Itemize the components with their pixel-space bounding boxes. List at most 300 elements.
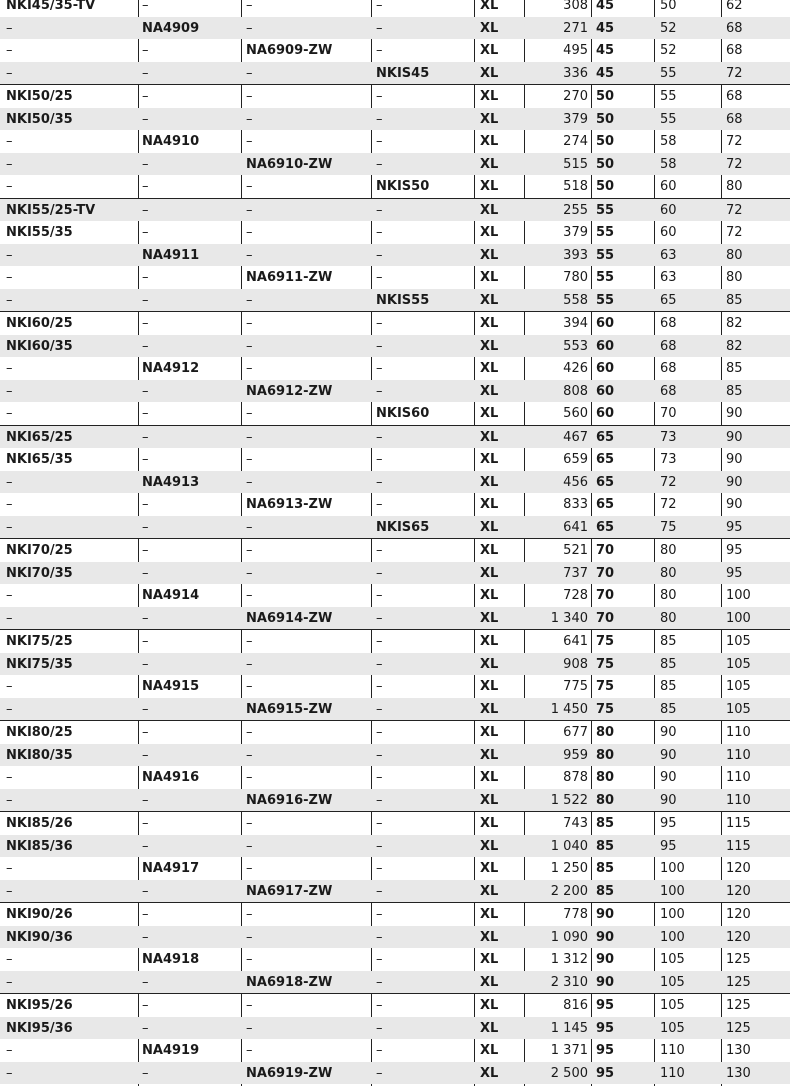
- designation-na69-cell: –: [246, 656, 253, 672]
- table-row: [0, 971, 790, 994]
- designation-na69-cell: –: [246, 679, 253, 694]
- designation-nki-cell: –: [6, 1043, 13, 1058]
- table-row: [0, 880, 790, 903]
- designation-nki-cell: –: [6, 519, 13, 535]
- mass-value-cell: 780: [563, 270, 588, 285]
- outer-diameter-cell: 68: [726, 20, 743, 36]
- designation-na69-cell: –: [246, 0, 253, 13]
- cage-suffix-cell: XL: [480, 247, 499, 263]
- mass-value-cell: 728: [563, 588, 588, 603]
- mass-value-cell: 1 145: [550, 1020, 588, 1036]
- outer-diameter-cell: 100: [726, 610, 751, 626]
- bore-diameter-cell: 55: [596, 270, 615, 285]
- raceway-diameter-cell: 73: [660, 452, 677, 467]
- designation-nkis-cell: –: [376, 770, 383, 785]
- mass-value-cell: 1 312: [550, 952, 588, 967]
- table-row: [0, 902, 790, 926]
- table-row: [0, 380, 790, 403]
- table-row: [0, 1039, 790, 1062]
- designation-nkis-cell: –: [376, 225, 383, 240]
- raceway-diameter-cell: 68: [660, 316, 677, 331]
- mass-value-cell: 2 500: [550, 1065, 588, 1081]
- mass-value-cell: 274: [563, 134, 588, 149]
- designation-na69-cell: –: [246, 952, 253, 967]
- raceway-diameter-cell: 80: [660, 543, 677, 558]
- designation-na49-cell: NA4916: [142, 770, 200, 785]
- outer-diameter-cell: 95: [726, 565, 743, 581]
- raceway-diameter-cell: 75: [660, 519, 677, 535]
- designation-na69-cell: NA6916-ZW: [246, 792, 333, 808]
- mass-value-cell: 641: [563, 634, 588, 649]
- designation-na49-cell: NA4919: [142, 1043, 200, 1058]
- raceway-diameter-cell: 52: [660, 20, 677, 36]
- designation-nkis-cell: NKIS55: [376, 292, 430, 308]
- cage-suffix-cell: XL: [480, 134, 499, 149]
- designation-na49-cell: –: [142, 565, 149, 581]
- designation-nkis-cell: –: [376, 0, 383, 13]
- outer-diameter-cell: 120: [726, 861, 751, 876]
- mass-value-cell: 1 450: [550, 701, 588, 717]
- table-row: [0, 1017, 790, 1040]
- designation-nki-cell: –: [6, 610, 13, 626]
- outer-diameter-cell: 68: [726, 111, 743, 127]
- raceway-diameter-cell: 85: [660, 656, 677, 672]
- designation-na49-cell: –: [142, 89, 149, 104]
- bore-diameter-cell: 75: [596, 701, 615, 717]
- designation-nkis-cell: –: [376, 725, 383, 740]
- bore-diameter-cell: 60: [596, 406, 615, 421]
- mass-value-cell: 379: [563, 111, 588, 127]
- bore-diameter-cell: 65: [596, 519, 615, 535]
- designation-na69-cell: NA6913-ZW: [246, 497, 333, 512]
- mass-value-cell: 659: [563, 452, 588, 467]
- table-row: [0, 789, 790, 812]
- bore-diameter-cell: 55: [596, 247, 615, 263]
- designation-na49-cell: NA4913: [142, 474, 200, 490]
- mass-value-cell: 553: [563, 338, 588, 354]
- mass-value-cell: 641: [563, 519, 588, 535]
- cage-suffix-cell: XL: [480, 292, 499, 308]
- mass-value-cell: 2 200: [550, 883, 588, 899]
- mass-value-cell: 426: [563, 361, 588, 376]
- mass-value-cell: 558: [563, 292, 588, 308]
- designation-na49-cell: –: [142, 292, 149, 308]
- table-row: [0, 584, 790, 607]
- table-row: [0, 289, 790, 312]
- cage-suffix-cell: XL: [480, 747, 499, 763]
- raceway-diameter-cell: 52: [660, 43, 677, 58]
- designation-nki-cell: –: [6, 156, 13, 172]
- cage-suffix-cell: XL: [480, 202, 499, 218]
- table-row: [0, 84, 790, 108]
- designation-nki-cell: NKI55/35: [6, 225, 73, 240]
- designation-na49-cell: –: [142, 816, 149, 831]
- designation-na49-cell: –: [142, 452, 149, 467]
- designation-nki-cell: NKI50/35: [6, 111, 73, 127]
- designation-na49-cell: –: [142, 270, 149, 285]
- designation-na69-cell: –: [246, 1043, 253, 1058]
- designation-na49-cell: –: [142, 429, 149, 445]
- table-row: [0, 1062, 790, 1085]
- cage-suffix-cell: XL: [480, 952, 499, 967]
- mass-value-cell: 270: [563, 89, 588, 104]
- raceway-diameter-cell: 80: [660, 565, 677, 581]
- bore-diameter-cell: 45: [596, 0, 615, 13]
- designation-na49-cell: –: [142, 202, 149, 218]
- cage-suffix-cell: XL: [480, 679, 499, 694]
- designation-na69-cell: –: [246, 998, 253, 1013]
- mass-value-cell: 1 040: [550, 838, 588, 854]
- mass-value-cell: 518: [563, 179, 588, 194]
- cage-suffix-cell: XL: [480, 225, 499, 240]
- designation-na69-cell: –: [246, 429, 253, 445]
- bore-diameter-cell: 75: [596, 656, 615, 672]
- outer-diameter-cell: 100: [726, 588, 751, 603]
- outer-diameter-cell: 72: [726, 225, 743, 240]
- raceway-diameter-cell: 105: [660, 974, 685, 990]
- designation-na49-cell: –: [142, 519, 149, 535]
- outer-diameter-cell: 130: [726, 1065, 751, 1081]
- designation-na49-cell: NA4917: [142, 861, 200, 876]
- outer-diameter-cell: 120: [726, 929, 751, 945]
- raceway-diameter-cell: 63: [660, 270, 677, 285]
- mass-value-cell: 816: [563, 998, 588, 1013]
- mass-value-cell: 521: [563, 543, 588, 558]
- designation-na69-cell: –: [246, 474, 253, 490]
- designation-na69-cell: –: [246, 202, 253, 218]
- mass-value-cell: 271: [563, 20, 588, 36]
- designation-na49-cell: –: [142, 1020, 149, 1036]
- bore-diameter-cell: 90: [596, 929, 615, 945]
- designation-nkis-cell: –: [376, 861, 383, 876]
- bore-diameter-cell: 45: [596, 65, 615, 81]
- outer-diameter-cell: 80: [726, 179, 743, 194]
- cage-suffix-cell: XL: [480, 338, 499, 354]
- designation-nki-cell: NKI85/26: [6, 816, 73, 831]
- designation-na49-cell: NA4909: [142, 20, 200, 36]
- cage-suffix-cell: XL: [480, 998, 499, 1013]
- bore-diameter-cell: 60: [596, 338, 615, 354]
- designation-nki-cell: NKI65/35: [6, 452, 73, 467]
- cage-suffix-cell: XL: [480, 406, 499, 421]
- raceway-diameter-cell: 80: [660, 610, 677, 626]
- bore-diameter-cell: 45: [596, 20, 615, 36]
- designation-nki-cell: NKI70/35: [6, 565, 73, 581]
- outer-diameter-cell: 80: [726, 270, 743, 285]
- raceway-diameter-cell: 72: [660, 474, 677, 490]
- designation-nki-cell: –: [6, 792, 13, 808]
- cage-suffix-cell: XL: [480, 725, 499, 740]
- designation-nki-cell: –: [6, 292, 13, 308]
- designation-nki-cell: NKI60/25: [6, 316, 73, 331]
- cage-suffix-cell: XL: [480, 383, 499, 399]
- mass-value-cell: 878: [563, 770, 588, 785]
- designation-na69-cell: –: [246, 111, 253, 127]
- mass-value-cell: 560: [563, 406, 588, 421]
- raceway-diameter-cell: 60: [660, 202, 677, 218]
- mass-value-cell: 255: [563, 202, 588, 218]
- designation-nkis-cell: –: [376, 792, 383, 808]
- cage-suffix-cell: XL: [480, 907, 499, 922]
- outer-diameter-cell: 82: [726, 316, 743, 331]
- cage-suffix-cell: XL: [480, 429, 499, 445]
- designation-na69-cell: –: [246, 929, 253, 945]
- table-row: [0, 744, 790, 767]
- designation-na69-cell: –: [246, 65, 253, 81]
- bore-diameter-cell: 85: [596, 861, 615, 876]
- designation-na69-cell: –: [246, 907, 253, 922]
- table-row: [0, 266, 790, 289]
- raceway-diameter-cell: 80: [660, 588, 677, 603]
- bore-diameter-cell: 85: [596, 816, 615, 831]
- outer-diameter-cell: 120: [726, 883, 751, 899]
- mass-value-cell: 379: [563, 225, 588, 240]
- designation-nki-cell: NKI75/35: [6, 656, 73, 672]
- outer-diameter-cell: 110: [726, 747, 751, 763]
- raceway-diameter-cell: 72: [660, 497, 677, 512]
- designation-nkis-cell: –: [376, 883, 383, 899]
- designation-na49-cell: NA4912: [142, 361, 200, 376]
- designation-na49-cell: –: [142, 725, 149, 740]
- designation-nki-cell: –: [6, 474, 13, 490]
- designation-nkis-cell: –: [376, 20, 383, 36]
- mass-value-cell: 1 090: [550, 929, 588, 945]
- designation-nki-cell: –: [6, 43, 13, 58]
- designation-nkis-cell: –: [376, 543, 383, 558]
- designation-nkis-cell: NKIS60: [376, 406, 430, 421]
- raceway-diameter-cell: 105: [660, 998, 685, 1013]
- designation-nkis-cell: –: [376, 634, 383, 649]
- designation-na69-cell: –: [246, 452, 253, 467]
- table-row: [0, 948, 790, 971]
- designation-nki-cell: NKI80/35: [6, 747, 73, 763]
- table-row: [0, 857, 790, 880]
- cage-suffix-cell: XL: [480, 1043, 499, 1058]
- designation-nkis-cell: –: [376, 156, 383, 172]
- designation-na49-cell: –: [142, 907, 149, 922]
- mass-value-cell: 778: [563, 907, 588, 922]
- designation-na49-cell: –: [142, 610, 149, 626]
- bore-diameter-cell: 90: [596, 952, 615, 967]
- table-row: [0, 198, 790, 222]
- cage-suffix-cell: XL: [480, 156, 499, 172]
- designation-nki-cell: –: [6, 406, 13, 421]
- bore-diameter-cell: 75: [596, 634, 615, 649]
- raceway-diameter-cell: 110: [660, 1065, 685, 1081]
- outer-diameter-cell: 72: [726, 65, 743, 81]
- designation-na69-cell: –: [246, 20, 253, 36]
- designation-nki-cell: NKI90/26: [6, 907, 73, 922]
- mass-value-cell: 833: [563, 497, 588, 512]
- raceway-diameter-cell: 55: [660, 89, 677, 104]
- designation-na69-cell: NA6915-ZW: [246, 701, 333, 717]
- mass-value-cell: 808: [563, 383, 588, 399]
- designation-na49-cell: NA4911: [142, 247, 200, 263]
- outer-diameter-cell: 115: [726, 838, 751, 854]
- cage-suffix-cell: XL: [480, 974, 499, 990]
- designation-na69-cell: –: [246, 543, 253, 558]
- designation-na69-cell: –: [246, 406, 253, 421]
- designation-nkis-cell: –: [376, 679, 383, 694]
- table-row: [0, 629, 790, 653]
- mass-value-cell: 456: [563, 474, 588, 490]
- cage-suffix-cell: XL: [480, 565, 499, 581]
- designation-nki-cell: –: [6, 65, 13, 81]
- raceway-diameter-cell: 58: [660, 156, 677, 172]
- raceway-diameter-cell: 90: [660, 770, 677, 785]
- raceway-diameter-cell: 105: [660, 1020, 685, 1036]
- designation-na49-cell: –: [142, 338, 149, 354]
- cage-suffix-cell: XL: [480, 65, 499, 81]
- designation-na49-cell: –: [142, 156, 149, 172]
- raceway-diameter-cell: 55: [660, 111, 677, 127]
- cage-suffix-cell: XL: [480, 89, 499, 104]
- raceway-diameter-cell: 100: [660, 929, 685, 945]
- designation-na49-cell: –: [142, 179, 149, 194]
- designation-na69-cell: –: [246, 725, 253, 740]
- designation-na69-cell: –: [246, 838, 253, 854]
- cage-suffix-cell: XL: [480, 861, 499, 876]
- designation-na49-cell: –: [142, 998, 149, 1013]
- designation-na69-cell: NA6909-ZW: [246, 43, 333, 58]
- table-row: [0, 130, 790, 153]
- outer-diameter-cell: 82: [726, 338, 743, 354]
- outer-diameter-cell: 125: [726, 998, 751, 1013]
- designation-nki-cell: –: [6, 679, 13, 694]
- outer-diameter-cell: 90: [726, 497, 743, 512]
- raceway-diameter-cell: 90: [660, 792, 677, 808]
- raceway-diameter-cell: 60: [660, 179, 677, 194]
- bore-diameter-cell: 50: [596, 156, 615, 172]
- designation-na69-cell: –: [246, 816, 253, 831]
- designation-na49-cell: –: [142, 929, 149, 945]
- raceway-diameter-cell: 68: [660, 338, 677, 354]
- outer-diameter-cell: 130: [726, 1043, 751, 1058]
- cage-suffix-cell: XL: [480, 816, 499, 831]
- bore-diameter-cell: 50: [596, 111, 615, 127]
- designation-nki-cell: NKI90/36: [6, 929, 73, 945]
- bore-diameter-cell: 55: [596, 292, 615, 308]
- outer-diameter-cell: 85: [726, 361, 743, 376]
- table-row: [0, 153, 790, 176]
- table-row: [0, 62, 790, 85]
- cage-suffix-cell: XL: [480, 179, 499, 194]
- designation-na69-cell: NA6918-ZW: [246, 974, 333, 990]
- designation-nki-cell: –: [6, 270, 13, 285]
- designation-na69-cell: NA6912-ZW: [246, 383, 333, 399]
- designation-na69-cell: –: [246, 247, 253, 263]
- raceway-diameter-cell: 60: [660, 225, 677, 240]
- bore-diameter-cell: 60: [596, 383, 615, 399]
- designation-nkis-cell: –: [376, 1020, 383, 1036]
- bore-diameter-cell: 65: [596, 474, 615, 490]
- table-row: [0, 675, 790, 698]
- mass-value-cell: 515: [563, 156, 588, 172]
- raceway-diameter-cell: 100: [660, 883, 685, 899]
- raceway-diameter-cell: 85: [660, 634, 677, 649]
- designation-nkis-cell: –: [376, 316, 383, 331]
- designation-nkis-cell: –: [376, 247, 383, 263]
- bore-diameter-cell: 70: [596, 565, 615, 581]
- outer-diameter-cell: 85: [726, 383, 743, 399]
- designation-nkis-cell: –: [376, 907, 383, 922]
- designation-na49-cell: –: [142, 316, 149, 331]
- outer-diameter-cell: 68: [726, 89, 743, 104]
- table-row: [0, 811, 790, 835]
- mass-value-cell: 1 522: [550, 792, 588, 808]
- designation-na49-cell: –: [142, 43, 149, 58]
- raceway-diameter-cell: 105: [660, 952, 685, 967]
- designation-na49-cell: –: [142, 656, 149, 672]
- cage-suffix-cell: XL: [480, 883, 499, 899]
- table-row: [0, 653, 790, 676]
- designation-nki-cell: NKI45/35-TV: [6, 0, 96, 13]
- cage-suffix-cell: XL: [480, 519, 499, 535]
- cage-suffix-cell: XL: [480, 929, 499, 945]
- bore-diameter-cell: 95: [596, 998, 615, 1013]
- table-row: [0, 562, 790, 585]
- designation-nki-cell: NKI95/26: [6, 998, 73, 1013]
- designation-na69-cell: –: [246, 588, 253, 603]
- table-row: [0, 516, 790, 539]
- table-row: [0, 425, 790, 449]
- cage-suffix-cell: XL: [480, 838, 499, 854]
- designation-nkis-cell: NKIS45: [376, 65, 430, 81]
- designation-na69-cell: NA6911-ZW: [246, 270, 333, 285]
- table-row: [0, 108, 790, 131]
- designation-nkis-cell: –: [376, 1065, 383, 1081]
- table-row: [0, 993, 790, 1017]
- cage-suffix-cell: XL: [480, 20, 499, 36]
- cage-suffix-cell: XL: [480, 792, 499, 808]
- designation-nkis-cell: –: [376, 338, 383, 354]
- designation-nki-cell: –: [6, 701, 13, 717]
- table-row: [0, 926, 790, 949]
- designation-nkis-cell: –: [376, 565, 383, 581]
- cage-suffix-cell: XL: [480, 656, 499, 672]
- cage-suffix-cell: XL: [480, 701, 499, 717]
- outer-diameter-cell: 120: [726, 907, 751, 922]
- designation-nki-cell: –: [6, 770, 13, 785]
- raceway-diameter-cell: 95: [660, 816, 677, 831]
- bore-diameter-cell: 70: [596, 610, 615, 626]
- outer-diameter-cell: 68: [726, 43, 743, 58]
- bore-diameter-cell: 85: [596, 883, 615, 899]
- designation-nkis-cell: –: [376, 929, 383, 945]
- mass-value-cell: 2 310: [550, 974, 588, 990]
- outer-diameter-cell: 95: [726, 543, 743, 558]
- designation-nkis-cell: –: [376, 202, 383, 218]
- designation-nki-cell: NKI70/25: [6, 543, 73, 558]
- bore-diameter-cell: 90: [596, 907, 615, 922]
- designation-na49-cell: –: [142, 497, 149, 512]
- bore-diameter-cell: 55: [596, 202, 615, 218]
- raceway-diameter-cell: 85: [660, 701, 677, 717]
- cage-suffix-cell: XL: [480, 111, 499, 127]
- cage-suffix-cell: XL: [480, 270, 499, 285]
- designation-nkis-cell: –: [376, 474, 383, 490]
- designation-na69-cell: –: [246, 134, 253, 149]
- designation-na49-cell: –: [142, 225, 149, 240]
- bore-diameter-cell: 95: [596, 1043, 615, 1058]
- bore-diameter-cell: 45: [596, 43, 615, 58]
- table-row: [0, 244, 790, 267]
- designation-na69-cell: –: [246, 747, 253, 763]
- raceway-diameter-cell: 65: [660, 292, 677, 308]
- raceway-diameter-cell: 90: [660, 725, 677, 740]
- table-row: [0, 538, 790, 562]
- bore-diameter-cell: 75: [596, 679, 615, 694]
